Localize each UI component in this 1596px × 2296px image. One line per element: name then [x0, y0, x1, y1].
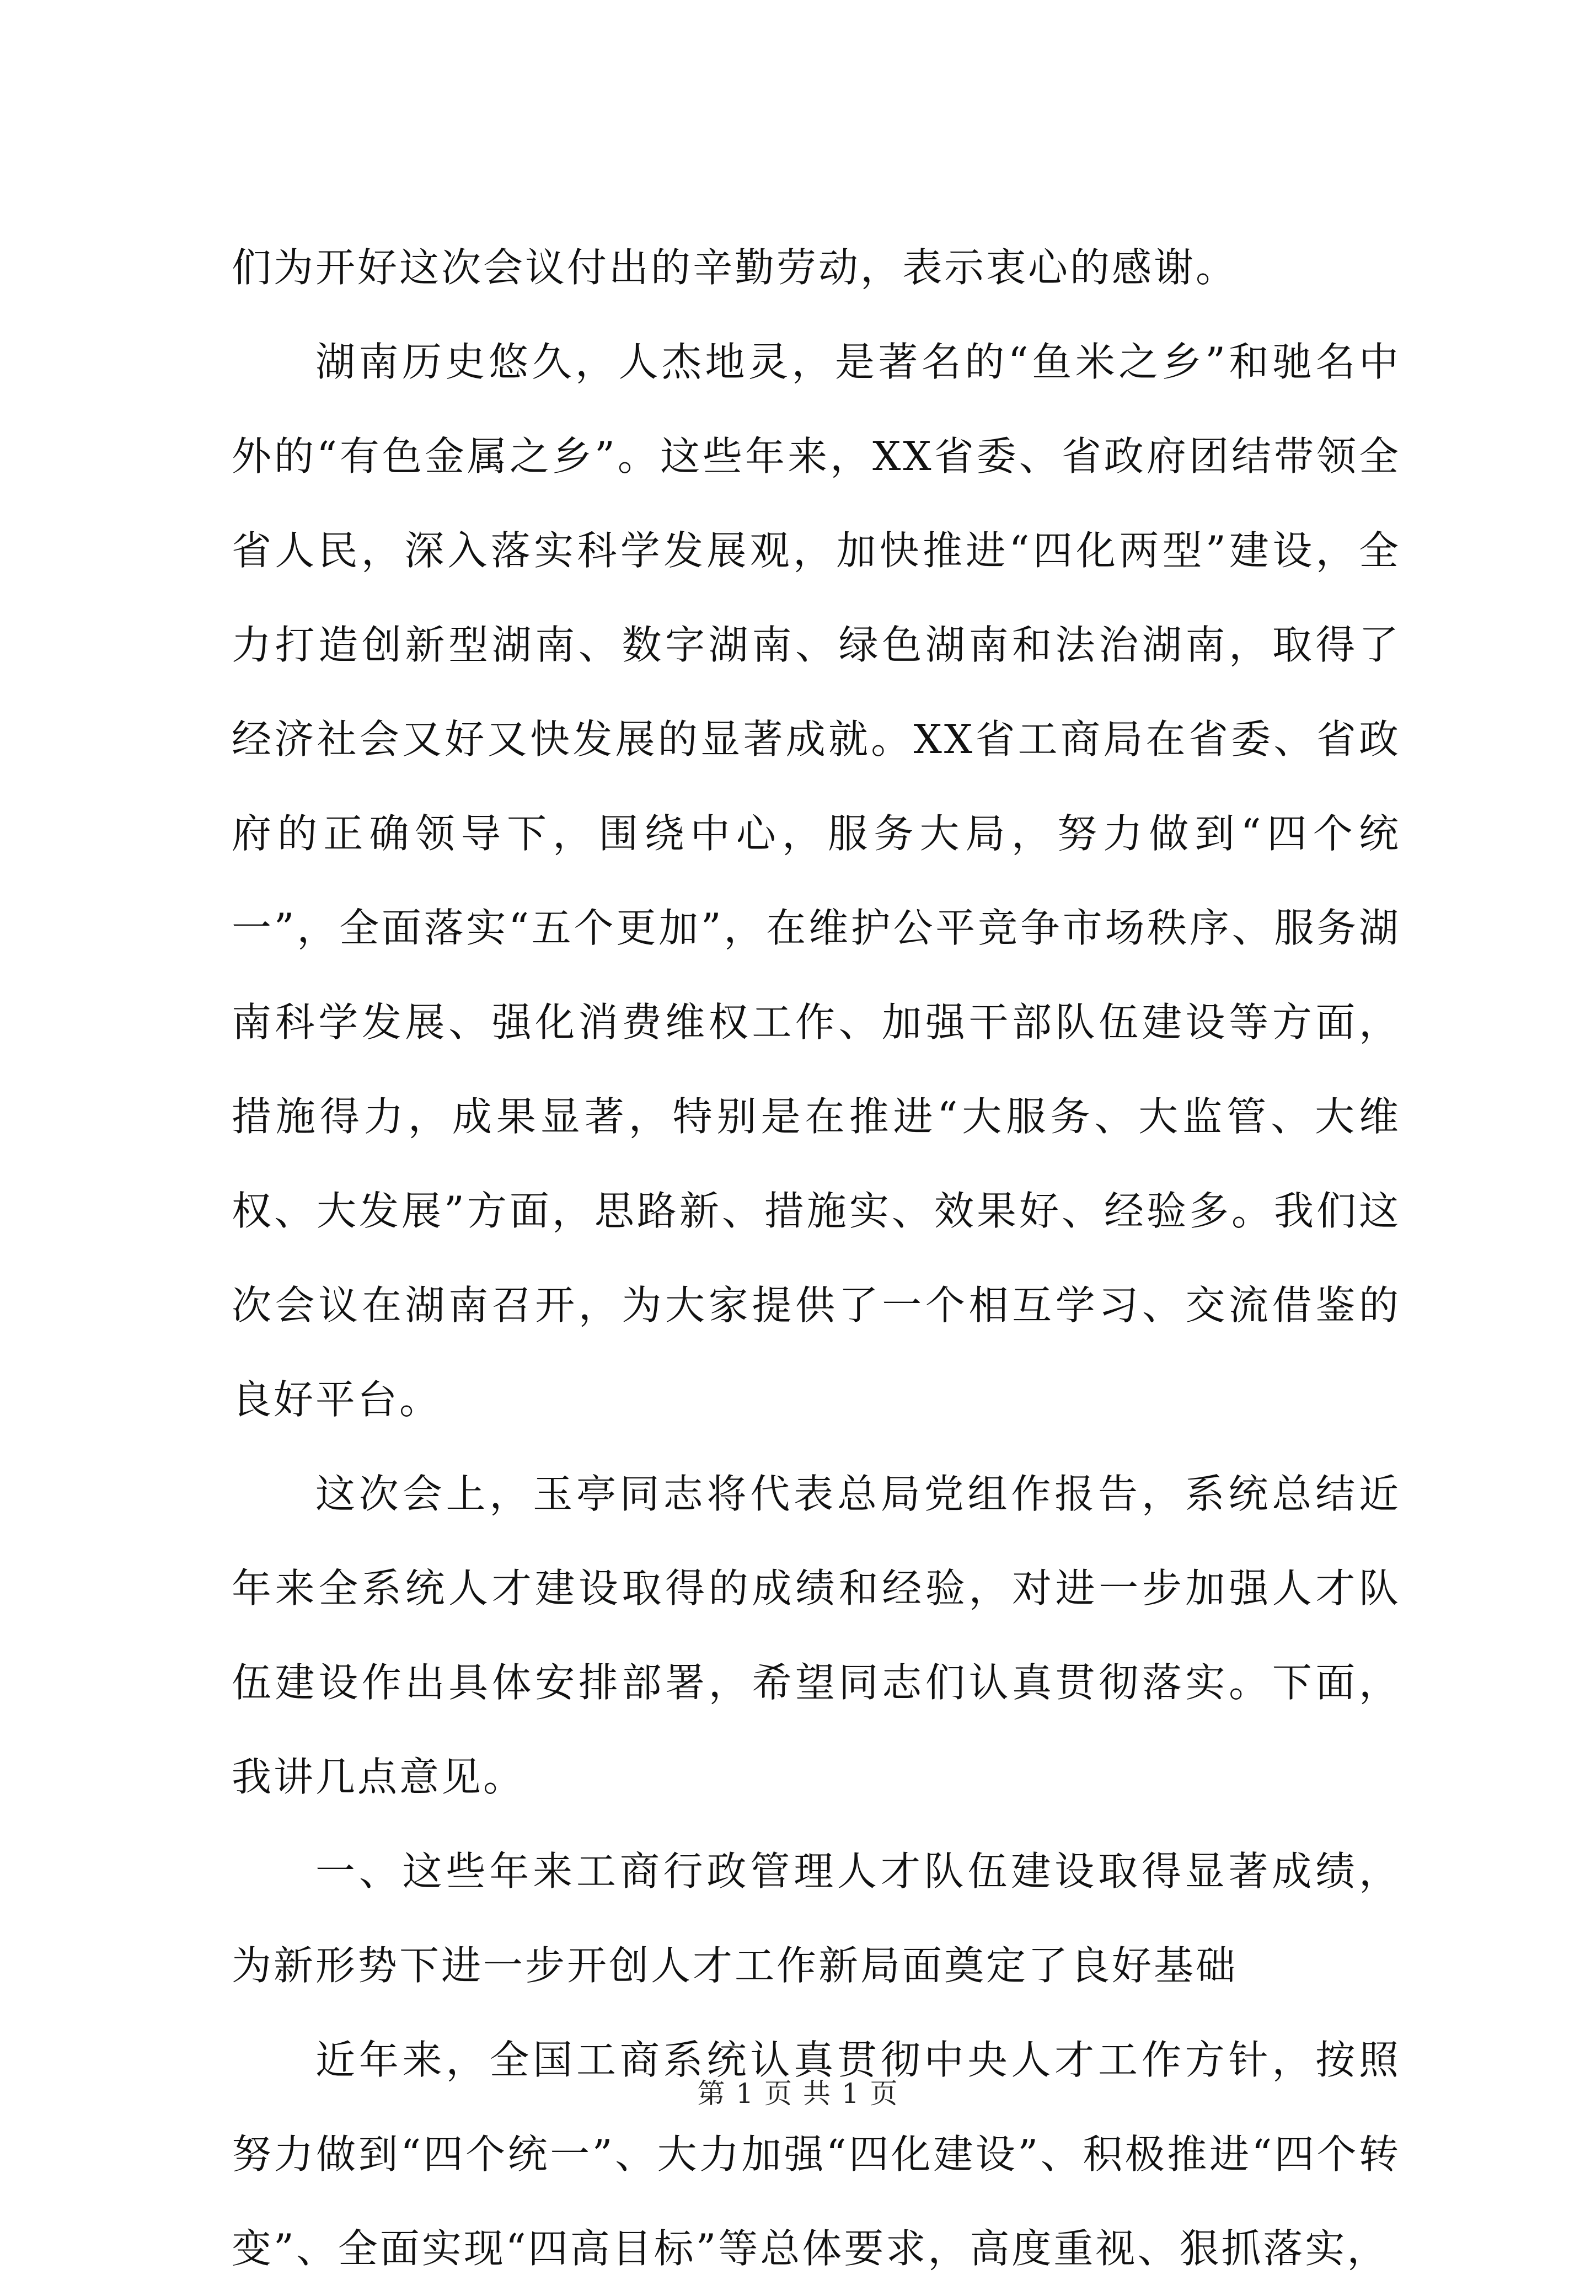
section-heading-1: 一、这些年来工商行政管理人才队伍建设取得显著成绩，为新形势下进一步开创人才工作新局面奠定了良好基础	[232, 1848, 1401, 1989]
paragraph-hunan-history: 湖南历史悠久，人杰地灵，是著名的“鱼米之乡”和驰名中外的“有色金属之乡”。这些年来，XX省委、省政府团结带领全省人民，深入落实科学发展观，加快推进“四化两型”建设，全力打造创新型湖南、数字湖南、绿色湖南和法治湖南，取得了经济社会又好又快发展的显著成就。XX省工商局在省委、省政府的正确领导下，围绕中心，服务大局，努力做到“四个统一”，全面落实“五个更加”，在维护公平竞争市场秩序、服务湖南科学发展、强化消费维权工作、加强干部队伍建设等方面，措施得力，成果显著，特别是在推进“大服务、大监管、大维权、大发展”方面，思路新、措施实、效果好、经验多。我们这次会议在湖南召开，为大家提供了一个相互学习、交流借鉴的良好平台。	[232, 339, 1401, 1423]
paragraph-meeting-report: 这次会上，玉亭同志将代表总局党组作报告，系统总结近年来全系统人才建设取得的成绩和经验，对进一步加强人才队伍建设作出具体安排部署，希望同志们认真贯彻落实。下面，我讲几点意见。	[232, 1471, 1401, 1800]
paragraph-recent-years: 近年来，全国工商系统认真贯彻中央人才工作方针，按照努力做到“四个统一”、大力加强“四化建设”、积极推进“四个转变”、全面实现“四高目标”等总体要求，高度重视、狠抓落实，	[232, 2037, 1401, 2272]
paragraph-continuation: 们为开好这次会议付出的辛勤劳动，表示衷心的感谢。	[232, 244, 1238, 291]
page-footer: 第 1 页 共 1 页	[697, 2078, 899, 2110]
document-body	[232, 221, 1401, 2296]
